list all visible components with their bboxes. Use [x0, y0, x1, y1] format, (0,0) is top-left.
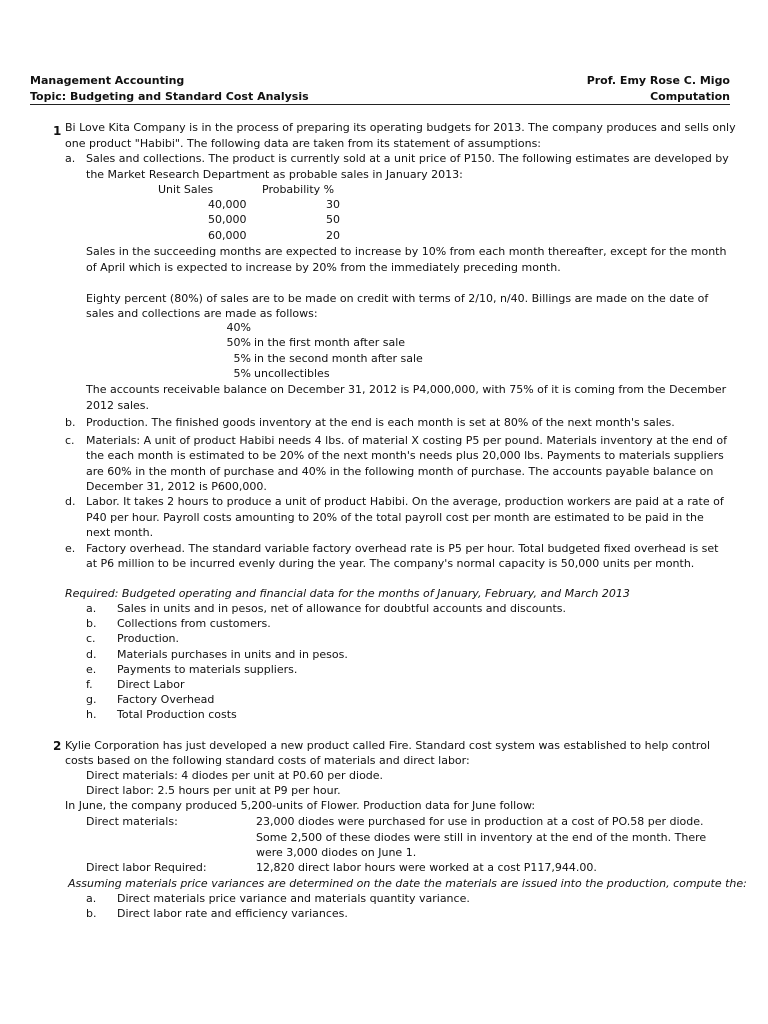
- header-rule: [30, 104, 730, 105]
- q2-item-text: Direct labor rate and efficiency variances.: [117, 907, 348, 920]
- q1-a-growth-2: of April which is expected to increase by 20% from the immediately preceding month.: [86, 261, 561, 274]
- table-header-unit-sales: Unit Sales: [158, 183, 214, 196]
- q1-a-line-1: Sales and collections. The product is currently sold at a unit price of P150. The following estimates are developed by: [86, 152, 729, 165]
- q1-c-line-3: are 60% in the month of purchase and 40% in the following month of purchase. The accounts payable balance on: [86, 465, 714, 478]
- collection-pct: 5%: [233, 352, 251, 365]
- required-letter: h.: [86, 708, 97, 721]
- q1-intro-1: Bi Love Kita Company is in the process of preparing its operating budgets for 2013. The company produces and sells only: [65, 121, 736, 134]
- q1-number: 1: [53, 124, 62, 138]
- q2-intro-1: Kylie Corporation has just developed a new product called Fire. Standard cost system was established to help control: [65, 739, 710, 752]
- required-item: Production.: [117, 632, 180, 645]
- q2-number: 2: [53, 739, 62, 753]
- q1-c-line-4: December 31, 2012 is P600,000.: [86, 480, 267, 493]
- required-item: Materials purchases in units and in pesos.: [117, 648, 348, 661]
- collection-pct: 5%: [233, 367, 251, 380]
- q1-a-growth-1: Sales in the succeeding months are expected to increase by 10% from each month thereafter, except for the month: [86, 245, 727, 258]
- required-letter: g.: [86, 693, 97, 706]
- q1-e-letter: e.: [65, 542, 76, 555]
- q1-a-ar-1: The accounts receivable balance on December 31, 2012 is P4,000,000, with 75% of it is coming from the December: [86, 383, 727, 396]
- required-letter: d.: [86, 648, 97, 661]
- required-item: Total Production costs: [117, 708, 237, 721]
- topic-title: Topic: Budgeting and Standard Cost Analysis: [30, 90, 309, 103]
- required-letter: e.: [86, 663, 97, 676]
- table-cell-prob: 30: [326, 198, 340, 211]
- table-cell-prob: 50: [326, 213, 340, 226]
- q1-a-ar-2: 2012 sales.: [86, 399, 150, 412]
- course-title: Management Accounting: [30, 74, 185, 87]
- q2-dm-line-2: Some 2,500 of these diodes were still in inventory at the end of the month. There: [256, 831, 707, 844]
- required-letter: a.: [86, 602, 97, 615]
- q2-std-materials: Direct materials: 4 diodes per unit at P0.60 per diode.: [86, 769, 384, 782]
- q2-item-letter: b.: [86, 907, 97, 920]
- q1-d-letter: d.: [65, 495, 76, 508]
- required-letter: c.: [86, 632, 96, 645]
- required-item: Collections from customers.: [117, 617, 271, 630]
- table-cell-units: 60,000: [208, 229, 247, 242]
- table-cell-prob: 20: [326, 229, 340, 242]
- q2-std-labor: Direct labor: 2.5 hours per unit at P9 per hour.: [86, 784, 341, 797]
- collection-pct: 50%: [226, 336, 251, 349]
- q1-a-line-2: the Market Research Department as probable sales in January 2013:: [86, 168, 463, 181]
- q1-d-line-1: Labor. It takes 2 hours to produce a unit of product Habibi. On the average, production workers are paid at a rate of: [86, 495, 724, 508]
- q2-intro-2: costs based on the following standard costs of materials and direct labor:: [65, 754, 470, 767]
- required-letter: f.: [86, 678, 93, 691]
- required-item: Factory Overhead: [117, 693, 215, 706]
- q1-b-line-1: Production. The finished goods inventory at the end is each month is set at 80% of the next month's sales.: [86, 416, 675, 429]
- table-cell-units: 50,000: [208, 213, 247, 226]
- q2-dm-line-1: 23,000 diodes were purchased for use in production at a cost of PO.58 per diode.: [256, 815, 704, 828]
- required-item: Sales in units and in pesos, net of allowance for doubtful accounts and discounts.: [117, 602, 567, 615]
- q1-b-letter: b.: [65, 416, 76, 429]
- required-letter: b.: [86, 617, 97, 630]
- q1-a-credit-1: Eighty percent (80%) of sales are to be made on credit with terms of 2/10, n/40. Billings are made on the date of: [86, 292, 709, 305]
- table-cell-units: 40,000: [208, 198, 247, 211]
- q1-a-credit-2: sales and collections are made as follows:: [86, 307, 318, 320]
- q1-c-letter: c.: [65, 434, 75, 447]
- q1-e-line-1: Factory overhead. The standard variable factory overhead rate is P5 per hour. Total budgeted fixed overhead is set: [86, 542, 719, 555]
- q2-item-letter: a.: [86, 892, 97, 905]
- q2-assume: Assuming materials price variances are determined on the date the materials are issued into the production, compute the:: [68, 877, 747, 890]
- collection-desc: in the first month after sale: [254, 336, 406, 349]
- section-label: Computation: [650, 90, 730, 103]
- q1-intro-2: one product "Habibi". The following data are taken from its statement of assumptions:: [65, 137, 542, 150]
- q1-c-line-2: the each month is estimated to be 20% of the next month's needs plus 20,000 lbs. Payments to materials suppliers: [86, 449, 724, 462]
- q2-dl-text: 12,820 direct labor hours were worked at a cost P117,944.00.: [256, 861, 597, 874]
- q1-required: Required: Budgeted operating and financial data for the months of January, February, and March 2013: [65, 587, 630, 600]
- collection-desc: in the second month after sale: [254, 352, 423, 365]
- q2-june: In June, the company produced 5,200-units of Flower. Production data for June follow:: [65, 799, 536, 812]
- q2-dl-label: Direct labor Required:: [86, 861, 207, 874]
- required-item: Payments to materials suppliers.: [117, 663, 298, 676]
- collection-desc: uncollectibles: [254, 367, 330, 380]
- q1-c-line-1: Materials: A unit of product Habibi needs 4 lbs. of material X costing P5 per pound. Materials inventory at the end of: [86, 434, 727, 447]
- q1-d-line-3: next month.: [86, 526, 154, 539]
- q2-dm-line-3: were 3,000 diodes on June 1.: [256, 846, 417, 859]
- q2-item-text: Direct materials price variance and materials quantity variance.: [117, 892, 470, 905]
- q1-a-letter: a.: [65, 152, 76, 165]
- table-header-probability: Probability %: [262, 183, 335, 196]
- required-item: Direct Labor: [117, 678, 185, 691]
- q2-dm-label: Direct materials:: [86, 815, 178, 828]
- professor-name: Prof. Emy Rose C. Migo: [586, 74, 730, 87]
- q1-e-line-2: at P6 million to be incurred evenly during the year. The company's normal capacity is 50,000 units per month.: [86, 557, 695, 570]
- q1-d-line-2: P40 per hour. Payroll costs amounting to 20% of the total payroll cost per month are estimated to be paid in the: [86, 511, 704, 524]
- collection-pct: 40%: [226, 321, 251, 334]
